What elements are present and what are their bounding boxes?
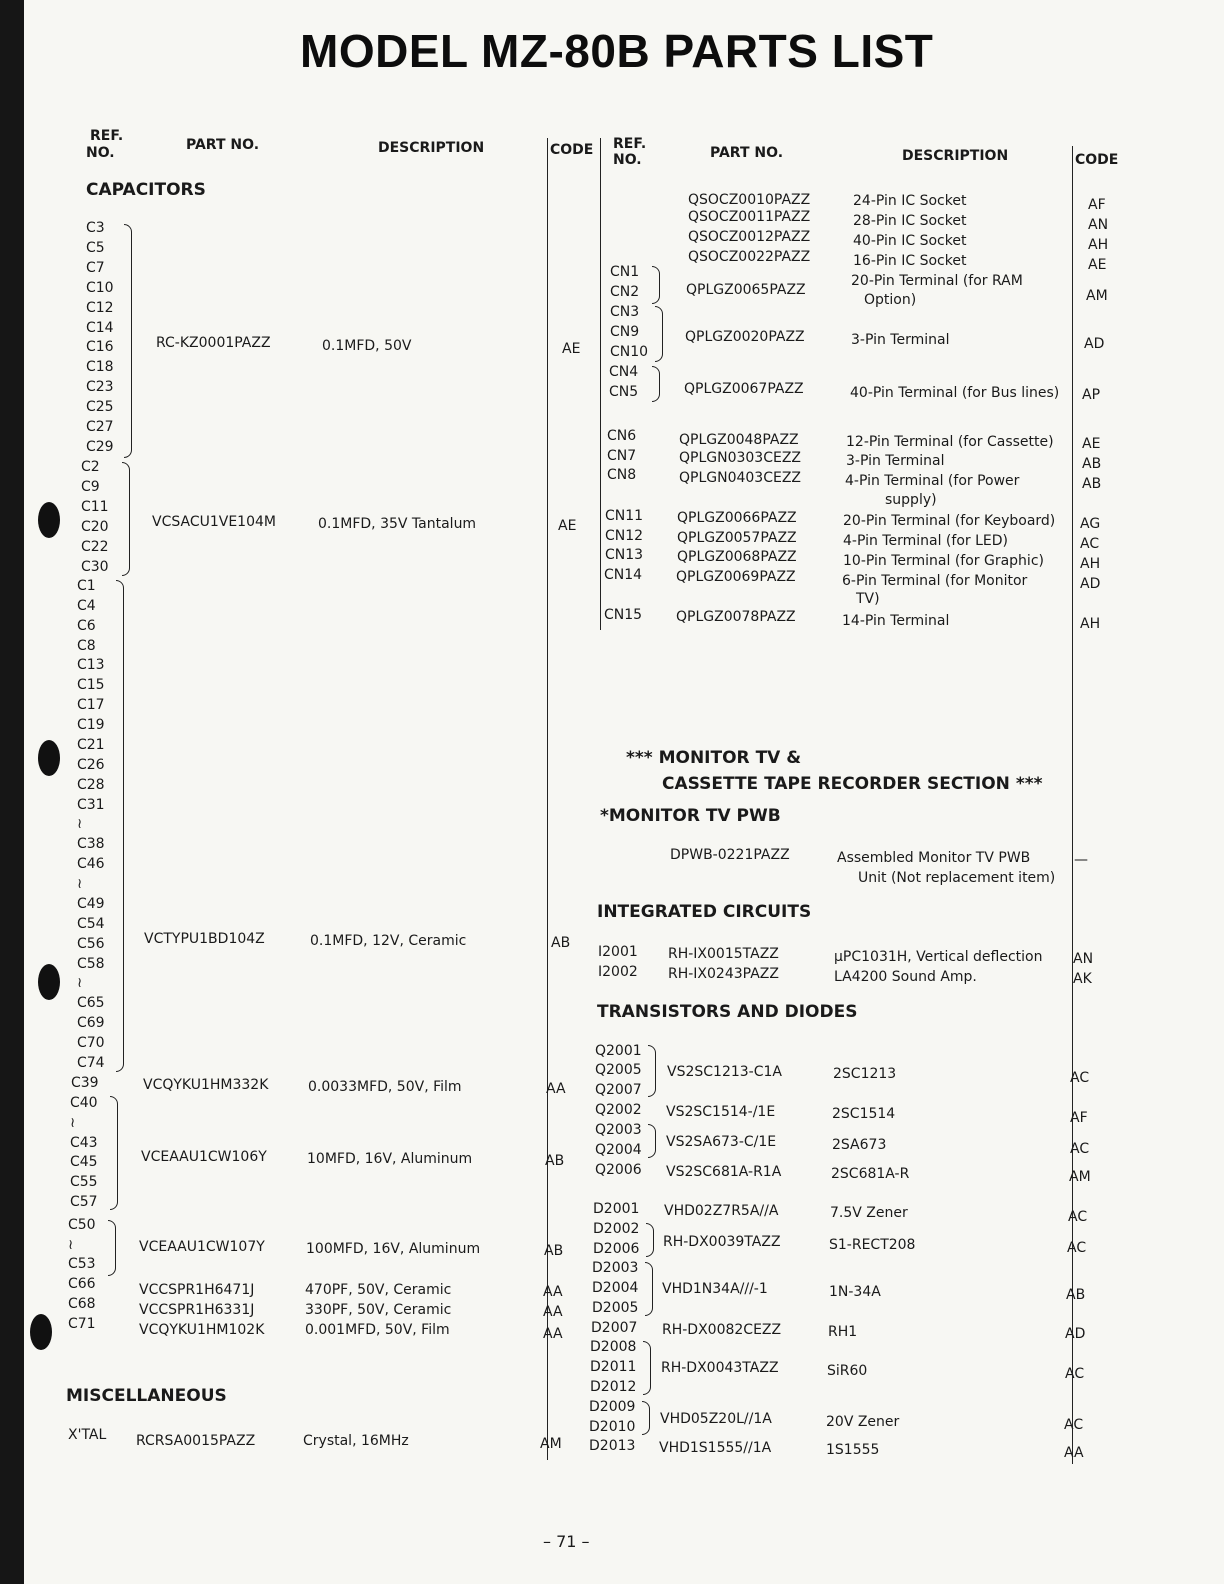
ref-no: D2007 xyxy=(591,1320,638,1336)
code: AB xyxy=(551,935,571,951)
code: AA xyxy=(543,1284,563,1300)
ref-no: C55 xyxy=(70,1174,98,1191)
part-number: QPLGN0403CEZZ xyxy=(679,470,802,486)
part-number: VHD02Z7R5A//A xyxy=(664,1203,779,1219)
description: 470PF, 50V, Ceramic xyxy=(305,1282,452,1298)
group-bracket xyxy=(642,1401,650,1435)
description: S1-RECT208 xyxy=(829,1237,916,1253)
ref-no: C54 xyxy=(77,915,105,932)
code: AE xyxy=(1088,257,1107,273)
ref-no: C11 xyxy=(81,498,109,515)
code: AE xyxy=(1082,436,1101,452)
group-bracket xyxy=(646,1223,654,1257)
group-bracket xyxy=(648,1124,656,1158)
group-bracket xyxy=(652,366,660,402)
description: Option) xyxy=(864,292,917,308)
ref-no: C56 xyxy=(77,935,105,952)
ref-no: Q2006 xyxy=(595,1162,642,1178)
ref-no: C7 xyxy=(86,259,105,276)
ref-no: C53 xyxy=(68,1256,96,1272)
header-description: DESCRIPTION xyxy=(378,140,485,156)
ref-no: ≀ xyxy=(77,816,83,833)
section-monitor-heading-2: CASSETTE TAPE RECORDER SECTION *** xyxy=(662,774,1043,794)
description: μPC1031H, Vertical deflection xyxy=(834,949,1043,965)
part-number: RH-DX0039TAZZ xyxy=(663,1234,781,1250)
group-bracket xyxy=(648,1045,656,1097)
group-bracket xyxy=(116,580,124,1072)
code: AN xyxy=(1073,951,1094,967)
code: AB xyxy=(1082,476,1102,492)
description: 10MFD, 16V, Aluminum xyxy=(307,1151,473,1167)
section-monitor-heading: *** MONITOR TV & xyxy=(626,748,802,768)
description: 20-Pin Terminal (for Keyboard) xyxy=(843,513,1056,529)
ref-no: C50 xyxy=(68,1217,96,1233)
description: 2SC1514 xyxy=(832,1106,896,1122)
description: 10-Pin Terminal (for Graphic) xyxy=(843,553,1044,569)
description: 14-Pin Terminal xyxy=(842,613,950,629)
code: AF xyxy=(1070,1110,1088,1126)
code: AA xyxy=(543,1326,563,1342)
part-number: VCCSPR1H6471J xyxy=(139,1282,255,1298)
ref-no: C6 xyxy=(77,617,96,634)
code: — xyxy=(1074,852,1088,868)
ref-no: Q2001 xyxy=(595,1043,642,1059)
ref-no: C49 xyxy=(77,895,105,912)
part-number: VHD05Z20L//1A xyxy=(660,1411,772,1427)
code: AP xyxy=(1082,387,1101,403)
ref-no: CN10 xyxy=(610,344,649,360)
ref-no: C21 xyxy=(77,736,105,753)
description: RH1 xyxy=(828,1324,858,1340)
part-number: VCSACU1VE104M xyxy=(152,514,276,530)
header-no: NO. xyxy=(86,145,115,161)
code: AN xyxy=(1088,217,1109,233)
ref-no: D2001 xyxy=(593,1201,640,1217)
description: 4-Pin Terminal (for Power xyxy=(845,473,1020,489)
group-bracket xyxy=(122,462,130,576)
ref-no: Q2005 xyxy=(595,1062,642,1078)
header-ref: REF. xyxy=(613,136,647,152)
ref-no: C68 xyxy=(68,1296,96,1312)
part-number: QSOCZ0022PAZZ xyxy=(688,249,811,265)
ref-no: C70 xyxy=(77,1035,105,1051)
description: 2SC1213 xyxy=(833,1066,897,1082)
part-number: QPLGZ0065PAZZ xyxy=(686,282,806,298)
ref-no: C23 xyxy=(86,379,114,396)
ref-no: C74 xyxy=(77,1054,105,1071)
code: AM xyxy=(1069,1169,1091,1185)
code: AC xyxy=(1065,1366,1085,1382)
ref-no: CN3 xyxy=(610,304,640,320)
section-miscellaneous: MISCELLANEOUS xyxy=(66,1386,227,1406)
code: AB xyxy=(544,1243,564,1259)
description: supply) xyxy=(885,492,937,508)
part-number: QPLGZ0020PAZZ xyxy=(685,329,805,345)
part-number: QPLGN0303CEZZ xyxy=(679,450,802,466)
description: 2SA673 xyxy=(832,1137,887,1153)
group-bracket xyxy=(108,1220,116,1276)
ref-no: C2 xyxy=(81,459,100,475)
ref-no: C45 xyxy=(70,1154,98,1171)
part-number: VCCSPR1H6331J xyxy=(139,1302,255,1318)
ref-no: C30 xyxy=(81,558,109,575)
part-number: VCEAAU1CW106Y xyxy=(141,1149,267,1165)
ref-no: C46 xyxy=(77,856,105,873)
ref-no: D2004 xyxy=(592,1280,639,1296)
column-divider xyxy=(600,138,601,630)
ref-no: C58 xyxy=(77,955,105,972)
code: AH xyxy=(1088,237,1109,253)
ref-no: Q2002 xyxy=(595,1102,642,1118)
code: AD xyxy=(1084,336,1105,352)
ref-no: C17 xyxy=(77,697,105,714)
ref-no: D2013 xyxy=(589,1438,636,1454)
ref-no: C15 xyxy=(77,677,105,694)
description: 12-Pin Terminal (for Cassette) xyxy=(846,434,1054,450)
ref-no: C57 xyxy=(70,1194,98,1210)
description: 0.1MFD, 35V Tantalum xyxy=(318,516,477,532)
description: 1S1555 xyxy=(826,1442,880,1458)
ref-no: CN8 xyxy=(607,467,637,483)
group-bracket xyxy=(110,1096,118,1210)
part-number: VCEAAU1CW107Y xyxy=(139,1239,265,1255)
ref-no: D2006 xyxy=(593,1241,640,1257)
column-divider xyxy=(1072,146,1073,1464)
ref-no: C43 xyxy=(70,1134,98,1151)
ref-no: C65 xyxy=(77,995,105,1012)
description: 330PF, 50V, Ceramic xyxy=(305,1302,452,1318)
ref-no: Q2007 xyxy=(595,1082,642,1098)
part-number: RH-DX0043TAZZ xyxy=(661,1360,779,1376)
part-number: RH-IX0015TAZZ xyxy=(668,946,779,962)
ref-no: I2002 xyxy=(598,964,638,980)
ref-no: C1 xyxy=(77,578,96,594)
code: AA xyxy=(546,1081,566,1097)
ref-no: CN9 xyxy=(610,324,640,340)
description: 6-Pin Terminal (for Monitor xyxy=(842,573,1028,589)
code: AD xyxy=(1080,576,1101,592)
code: AM xyxy=(540,1436,562,1452)
ref-no: Q2004 xyxy=(595,1142,642,1158)
code: AE xyxy=(562,341,581,357)
group-bracket xyxy=(655,306,663,362)
page-number: – 71 – xyxy=(543,1532,590,1551)
part-number: VS2SC1213-C1A xyxy=(667,1064,782,1080)
description: 0.0033MFD, 50V, Film xyxy=(308,1079,462,1095)
code: AC xyxy=(1068,1209,1088,1225)
description: Assembled Monitor TV PWB xyxy=(837,850,1031,866)
description: 7.5V Zener xyxy=(830,1205,908,1221)
part-number: QPLGZ0048PAZZ xyxy=(679,432,799,448)
punch-hole xyxy=(38,964,60,1000)
ref-no: C71 xyxy=(68,1316,96,1332)
header-code: CODE xyxy=(1075,152,1119,168)
section-integrated-circuits: INTEGRATED CIRCUITS xyxy=(597,902,812,922)
ref-no: C26 xyxy=(77,756,105,773)
part-number: QSOCZ0010PAZZ xyxy=(688,192,811,208)
code: AD xyxy=(1065,1326,1086,1342)
description: 3-Pin Terminal xyxy=(851,332,950,348)
ref-no: C18 xyxy=(86,359,114,376)
ref-no: C25 xyxy=(86,399,114,416)
ref-no: CN1 xyxy=(610,264,640,280)
code: AC xyxy=(1070,1141,1090,1157)
page-title: MODEL MZ-80B PARTS LIST xyxy=(300,25,934,77)
header-ref: REF. xyxy=(90,128,124,144)
ref-no: C9 xyxy=(81,478,100,495)
description: 1N-34A xyxy=(829,1284,881,1300)
description: 20V Zener xyxy=(826,1414,900,1430)
code: AG xyxy=(1080,516,1101,532)
code: AM xyxy=(1086,288,1108,304)
ref-no: I2001 xyxy=(598,944,638,960)
description: TV) xyxy=(856,591,880,607)
header-part-no: PART NO. xyxy=(186,137,260,153)
description: 0.1MFD, 50V xyxy=(322,338,412,354)
group-bracket xyxy=(645,1262,653,1316)
ref-no: ≀ xyxy=(77,975,83,992)
ref-no: CN6 xyxy=(607,428,637,444)
code: AC xyxy=(1080,536,1100,552)
part-number: QSOCZ0011PAZZ xyxy=(688,209,811,225)
section-capacitors: CAPACITORS xyxy=(86,180,206,200)
part-number: QPLGZ0068PAZZ xyxy=(677,549,797,565)
description: 3-Pin Terminal xyxy=(846,453,945,469)
header-part-no: PART NO. xyxy=(710,145,784,161)
part-number: RC-KZ0001PAZZ xyxy=(156,335,271,351)
ref-no: CN7 xyxy=(607,448,637,464)
ref-no: C8 xyxy=(77,637,96,654)
ref-no: CN12 xyxy=(605,528,644,544)
ref-no: CN11 xyxy=(605,508,644,524)
ref-no: C66 xyxy=(68,1276,96,1292)
description: 100MFD, 16V, Aluminum xyxy=(306,1241,481,1257)
ref-no: C5 xyxy=(86,239,105,256)
ref-no: C20 xyxy=(81,518,109,535)
ref-no: C19 xyxy=(77,717,105,734)
description: Unit (Not replacement item) xyxy=(858,870,1056,886)
ref-no: C69 xyxy=(77,1015,105,1032)
description: LA4200 Sound Amp. xyxy=(834,969,977,985)
code: AH xyxy=(1080,616,1101,632)
code: AC xyxy=(1064,1417,1084,1433)
header-description: DESCRIPTION xyxy=(902,148,1009,164)
code: AB xyxy=(1066,1287,1086,1303)
section-transistors-diodes: TRANSISTORS AND DIODES xyxy=(597,1002,858,1022)
part-number: RH-IX0243PAZZ xyxy=(668,966,779,982)
ref-no: Q2003 xyxy=(595,1122,642,1138)
description: Crystal, 16MHz xyxy=(303,1433,409,1449)
code: AF xyxy=(1088,197,1106,213)
code: AB xyxy=(1082,456,1102,472)
group-bracket xyxy=(643,1341,651,1395)
part-number: QSOCZ0012PAZZ xyxy=(688,229,811,245)
ref-no: ≀ xyxy=(68,1236,74,1253)
ref-no: CN13 xyxy=(605,547,644,563)
ref-no: C3 xyxy=(86,220,105,236)
part-number: VS2SC1514-/1E xyxy=(666,1104,776,1120)
ref-no: CN14 xyxy=(604,567,643,583)
ref-no: D2012 xyxy=(590,1379,637,1395)
description: 24-Pin IC Socket xyxy=(853,193,967,209)
group-bracket xyxy=(652,266,660,304)
ref-no: D2005 xyxy=(592,1300,639,1316)
scan-edge xyxy=(0,0,24,1584)
part-number: QPLGZ0069PAZZ xyxy=(676,569,796,585)
ref-no: D2008 xyxy=(590,1339,637,1355)
code: AC xyxy=(1070,1070,1090,1086)
ref-no: C40 xyxy=(70,1095,98,1111)
description: 0.001MFD, 50V, Film xyxy=(305,1322,450,1338)
code: AK xyxy=(1073,971,1092,987)
part-number: VHD1S1555//1A xyxy=(659,1440,772,1456)
description: 4-Pin Terminal (for LED) xyxy=(843,533,1008,549)
ref-no: CN15 xyxy=(604,607,643,623)
punch-hole xyxy=(38,740,60,776)
ref-no: C31 xyxy=(77,796,105,813)
code: AE xyxy=(558,518,577,534)
ref-no: CN5 xyxy=(609,384,639,400)
part-number: VCQYKU1HM102K xyxy=(139,1322,265,1338)
part-number: VCQYKU1HM332K xyxy=(143,1077,269,1093)
ref-no: ≀ xyxy=(77,876,83,893)
description: 40-Pin Terminal (for Bus lines) xyxy=(850,385,1060,401)
part-number: RH-DX0082CEZZ xyxy=(662,1322,782,1338)
part-number: QPLGZ0078PAZZ xyxy=(676,609,796,625)
header-no: NO. xyxy=(613,152,642,168)
part-number: QPLGZ0067PAZZ xyxy=(684,381,804,397)
ref-no: C39 xyxy=(71,1075,99,1091)
ref-no: D2011 xyxy=(590,1359,637,1375)
part-number: VS2SC681A-R1A xyxy=(666,1164,782,1180)
ref-no: C12 xyxy=(86,299,114,316)
ref-no: D2009 xyxy=(589,1399,636,1415)
part-number: RCRSA0015PAZZ xyxy=(136,1433,256,1449)
part-number: DPWB-0221PAZZ xyxy=(670,847,790,863)
ref-no: ≀ xyxy=(70,1114,76,1131)
section-monitor-pwb: *MONITOR TV PWB xyxy=(600,806,781,826)
column-divider xyxy=(547,138,548,1460)
code: AB xyxy=(545,1153,565,1169)
code: AA xyxy=(1064,1445,1084,1461)
punch-hole xyxy=(30,1314,52,1350)
part-number: QPLGZ0066PAZZ xyxy=(677,510,797,526)
description: SiR60 xyxy=(827,1363,868,1379)
code: AA xyxy=(543,1304,563,1320)
ref-no: C10 xyxy=(86,279,114,296)
ref-no: CN4 xyxy=(609,364,639,380)
code: AH xyxy=(1080,556,1101,572)
ref-no: C38 xyxy=(77,836,105,853)
ref-no: D2003 xyxy=(592,1260,639,1276)
ref-no: C29 xyxy=(86,438,114,455)
group-bracket xyxy=(124,224,132,458)
code: AC xyxy=(1067,1240,1087,1256)
punch-hole xyxy=(38,502,60,538)
description: 20-Pin Terminal (for RAM xyxy=(851,273,1023,289)
description: 0.1MFD, 12V, Ceramic xyxy=(310,933,467,949)
ref-no: C28 xyxy=(77,776,105,793)
ref-no: C27 xyxy=(86,419,114,435)
part-number: VCTYPU1BD104Z xyxy=(144,931,265,947)
ref-no: C22 xyxy=(81,538,109,555)
part-number: VS2SA673-C/1E xyxy=(666,1134,777,1150)
description: 2SC681A-R xyxy=(831,1166,910,1182)
description: 16-Pin IC Socket xyxy=(853,253,967,269)
description: 40-Pin IC Socket xyxy=(853,233,967,249)
ref-no: CN2 xyxy=(610,284,640,300)
ref-no: D2002 xyxy=(593,1221,640,1237)
part-number: QPLGZ0057PAZZ xyxy=(677,530,797,546)
header-code: CODE xyxy=(550,142,594,158)
ref-no: C16 xyxy=(86,339,114,356)
part-number: VHD1N34A///-1 xyxy=(662,1281,768,1297)
ref-no: C14 xyxy=(86,319,114,336)
description: 28-Pin IC Socket xyxy=(853,213,967,229)
ref-no: X'TAL xyxy=(68,1427,107,1443)
ref-no: D2010 xyxy=(589,1419,636,1435)
ref-no: C4 xyxy=(77,597,96,614)
ref-no: C13 xyxy=(77,657,105,674)
